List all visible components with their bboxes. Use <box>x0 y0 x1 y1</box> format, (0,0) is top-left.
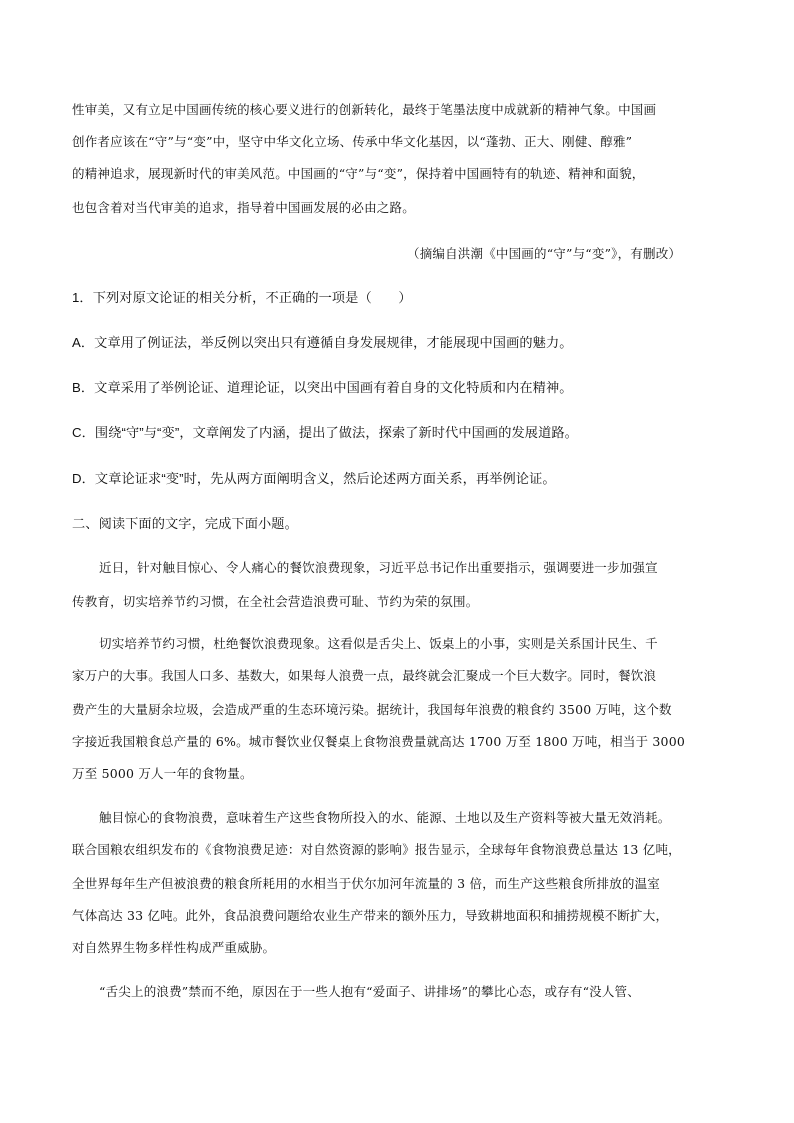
option-d[interactable]: D．文章论证求“变”时，先从两方面阐明含义，然后论述两方面关系，再举例论证。 <box>72 471 556 486</box>
option-c[interactable]: C．围绕“守”与“变”，文章阐发了内涵，提出了做法，探索了新时代中国画的发展道路。 <box>72 425 578 440</box>
option-a[interactable]: A．文章用了例证法，举反例以突出只有遵循自身发展规律，才能展现中国画的魅力。 <box>72 335 573 350</box>
question-stem: 1．下列对原文论证的相关分析，不正确的一项是（ ） <box>72 290 412 305</box>
paragraph-line: 联合国粮农组织发布的《食物浪费足迹：对自然资源的影响》报告显示，全球每年食物浪费总量达 13 亿吨， <box>72 842 681 857</box>
paragraph-line: 切实培养节约习惯，杜绝餐饮浪费现象。这看似是舌尖上、饭桌上的小事，实则是关系国计民生、千 <box>99 636 658 651</box>
option-b[interactable]: B．文章采用了举例论证、道理论证，以突出中国画有着自身的文化特质和内在精神。 <box>72 380 573 395</box>
paragraph-line: 全世界每年生产但被浪费的粮食所耗用的水相当于伏尔加河年流量的 3 倍，而生产这些粮食所排放的温室 <box>72 876 661 891</box>
paragraph-line: 近日，针对触目惊心、令人痛心的餐饮浪费现象，习近平总书记作出重要指示，强调要进一步加强宣 <box>99 560 658 575</box>
paragraph-line: 万至 5000 万人一年的食物量。 <box>72 766 253 781</box>
paragraph-line: 气体高达 33 亿吨。此外，食品浪费问题给农业生产带来的额外压力，导致耕地面积和捕捞规模不断扩大， <box>72 908 669 923</box>
passage-one-line: 创作者应该在“守”与“变”中，坚守中华文化立场、传承中华文化基因，以“蓬勃、正大、刚健、醇雅” <box>72 134 633 149</box>
passage-one-line: 的精神追求，展现新时代的审美风范。中国画的“守”与“变”，保持着中国画特有的轨迹、精神和面貌， <box>72 166 645 181</box>
paragraph-line: 触目惊心的食物浪费，意味着生产这些食物所投入的水、能源、土地以及生产资料等被大量无效消耗。 <box>99 810 671 825</box>
passage-one-line: 也包含着对当代审美的追求，指导着中国画发展的必由之路。 <box>72 200 415 215</box>
paragraph-line: 家万户的大事。我国人口多、基数大，如果每人浪费一点，最终就会汇聚成一个巨大数字。同时，餐饮浪 <box>72 668 657 683</box>
paragraph-line: 对自然界生物多样性构成严重威胁。 <box>72 940 276 955</box>
passage-one-line: 性审美，又有立足中国画传统的核心要义进行的创新转化，最终于笔墨法度中成就新的精神气象。中国画 <box>72 102 657 117</box>
paragraph-line: 传教育，切实培养节约习惯，在全社会营造浪费可耻、节约为荣的氛围。 <box>72 594 479 609</box>
source-citation: （摘编自洪潮《中国画的“守”与“变”》，有删改） <box>407 246 682 261</box>
paragraph-line: 费产生的大量厨余垃圾，会造成严重的生态环境污染。据统计，我国每年浪费的粮食约 3500 万吨，这个数 <box>72 702 672 717</box>
section-heading: 二、阅读下面的文字，完成下面小题。 <box>72 516 298 531</box>
paragraph-line: 字接近我国粮食总产量的 6%。城市餐饮业仅餐桌上食物浪费量就高达 1700 万至 1800 万吨，相当于 3000 <box>72 734 686 749</box>
paragraph-line: “舌尖上的浪费”禁而不绝，原因在于一些人抱有“爱面子、讲排场”的攀比心态，或存有“没人管、 <box>99 984 640 999</box>
